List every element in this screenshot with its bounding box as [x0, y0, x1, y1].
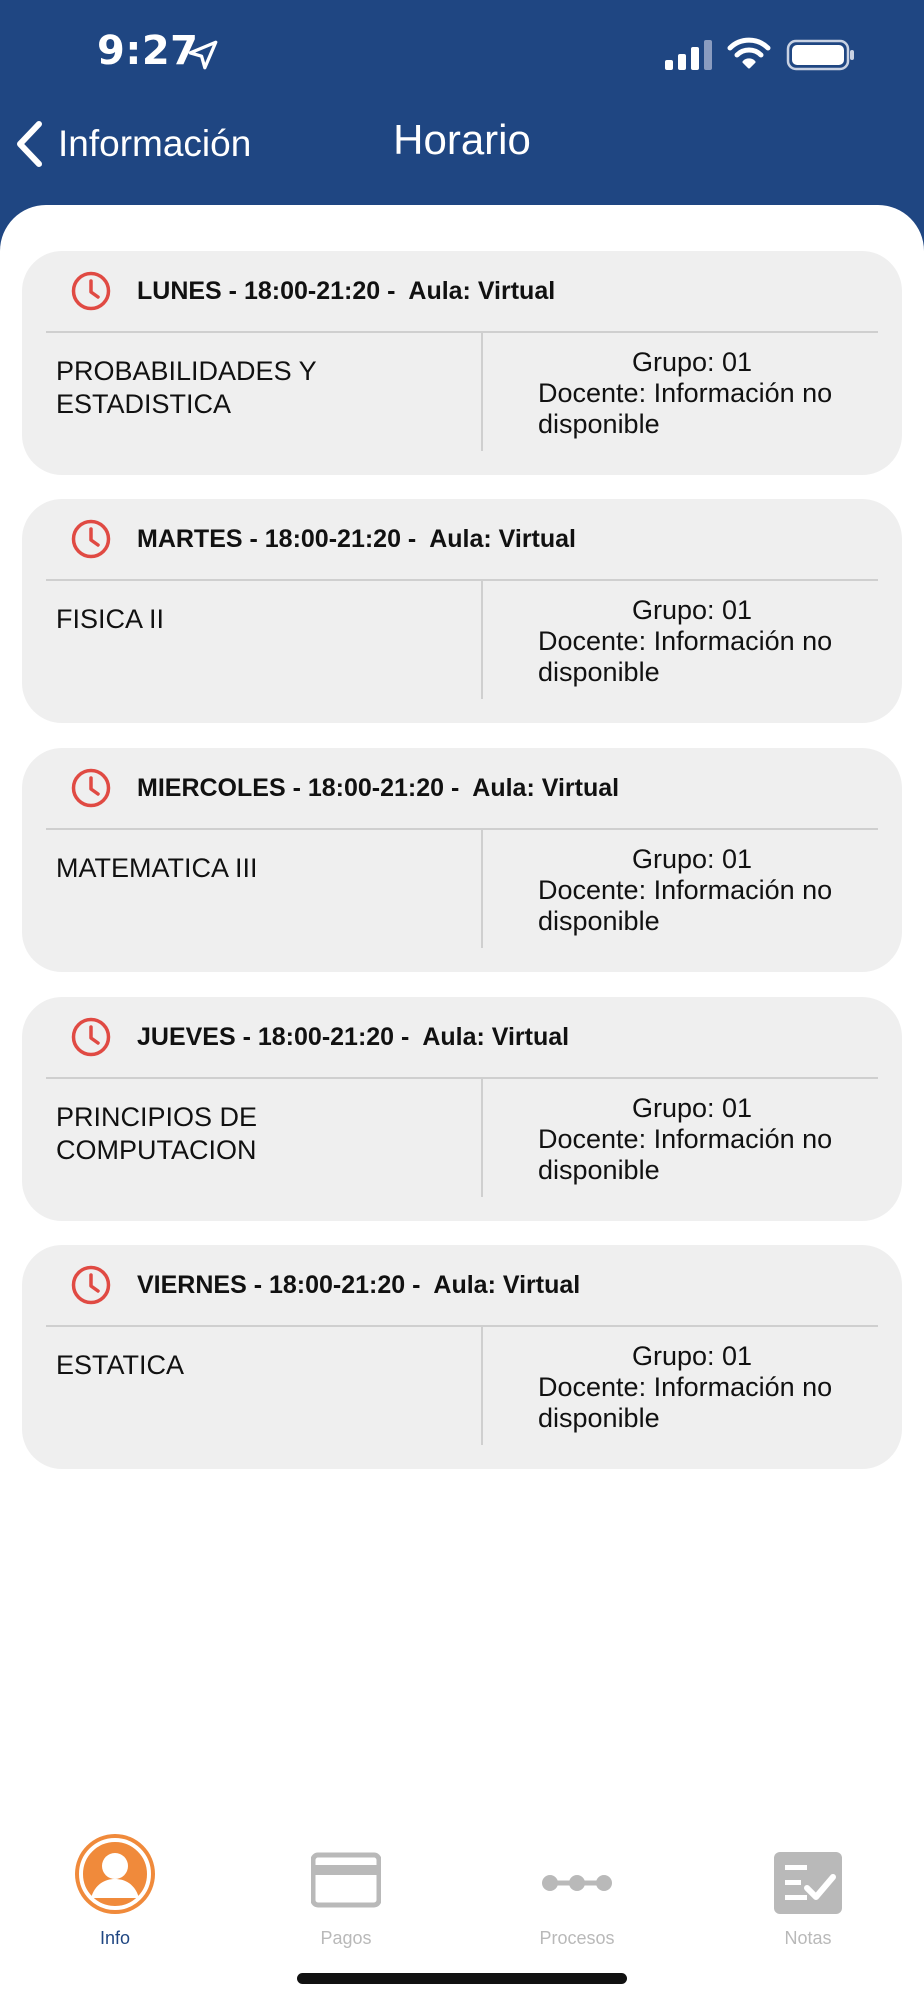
teacher-label: Docente: Información no disponible: [538, 626, 833, 687]
teacher-label: Docente: Información no disponible: [538, 875, 833, 936]
clock-icon: [70, 270, 112, 312]
course-name: ESTATICA: [56, 1350, 185, 1380]
card-title: MIERCOLES - 18:00-21:20 - Aula: Virtual: [137, 773, 620, 802]
schedule-card-jueves: [22, 997, 902, 1221]
group-info: [538, 595, 878, 688]
card-header: [46, 997, 878, 1079]
card-body: [46, 830, 878, 948]
teacher-label: Docente: Información no disponible: [538, 378, 833, 439]
card-title: VIERNES - 18:00-21:20 - Aula: Virtual: [137, 1270, 581, 1299]
clock-icon: [70, 767, 112, 809]
process-steps-icon: [541, 1832, 613, 1916]
home-indicator[interactable]: [297, 1973, 627, 1984]
teacher-label: Docente: Información no disponible: [538, 1124, 833, 1185]
page-title-text: Horario: [393, 116, 531, 163]
card-title: LUNES - 18:00-21:20 - Aula: Virtual: [137, 276, 556, 305]
schedule-card-martes: [22, 499, 902, 723]
clock-icon: [70, 1264, 112, 1306]
battery-icon: [786, 38, 856, 72]
credit-card-icon: [311, 1832, 381, 1916]
status-time: 9:27: [97, 28, 199, 74]
card-title: JUEVES - 18:00-21:20 - Aula: Virtual: [137, 1022, 570, 1051]
group-label: Grupo: 01: [632, 347, 753, 377]
course-name: PRINCIPIOS DE COMPUTACION: [56, 1102, 258, 1165]
schedule-card-viernes: [22, 1245, 902, 1469]
schedule-sheet: [0, 205, 924, 2000]
course-name: FISICA II: [56, 604, 165, 634]
tab-label: Procesos: [539, 1928, 615, 1948]
schedule-card-lunes: [22, 251, 902, 475]
card-body: [46, 581, 878, 699]
group-label: Grupo: 01: [632, 844, 753, 874]
clock-icon: [70, 518, 112, 560]
card-body: [46, 1079, 878, 1197]
card-divider: [481, 1079, 483, 1197]
group-info: [538, 347, 878, 440]
checklist-icon: [773, 1832, 843, 1916]
status-bar: [0, 0, 924, 110]
course-name: PROBABILIDADES Y ESTADISTICA: [56, 356, 317, 419]
group-label: Grupo: 01: [632, 595, 753, 625]
wifi-icon: [727, 36, 771, 70]
card-divider: [481, 830, 483, 948]
group-info: [538, 1341, 878, 1434]
card-body: [46, 333, 878, 451]
teacher-label: Docente: Información no disponible: [538, 1372, 833, 1433]
top-header: [0, 0, 924, 210]
tab-pagos[interactable]: [246, 1832, 446, 1952]
card-divider: [481, 1327, 483, 1445]
cellular-signal-icon: [663, 38, 715, 72]
group-info: [538, 1093, 878, 1186]
card-header: [46, 748, 878, 830]
card-body: [46, 1327, 878, 1445]
schedule-card-miercoles: [22, 748, 902, 972]
card-title: MARTES - 18:00-21:20 - Aula: Virtual: [137, 524, 577, 553]
location-arrow-icon: [186, 38, 220, 72]
card-header: [46, 499, 878, 581]
tab-notas[interactable]: [708, 1832, 908, 1952]
card-header: [46, 1245, 878, 1327]
tab-label: Notas: [784, 1928, 832, 1948]
user-circle-icon: [73, 1832, 157, 1916]
clock-icon: [70, 1016, 112, 1058]
course-name: MATEMATICA III: [56, 853, 258, 883]
page-title: [0, 116, 924, 164]
tab-info[interactable]: [15, 1832, 215, 1952]
group-label: Grupo: 01: [632, 1093, 753, 1123]
card-header: [46, 251, 878, 333]
tab-label: Pagos: [320, 1928, 372, 1948]
group-label: Grupo: 01: [632, 1341, 753, 1371]
card-divider: [481, 581, 483, 699]
back-button-label: Información: [58, 123, 252, 164]
bottom-tab-bar: [0, 1820, 924, 1980]
tab-label: Info: [99, 1928, 131, 1948]
group-info: [538, 844, 878, 937]
tab-procesos[interactable]: [477, 1832, 677, 1952]
card-divider: [481, 333, 483, 451]
